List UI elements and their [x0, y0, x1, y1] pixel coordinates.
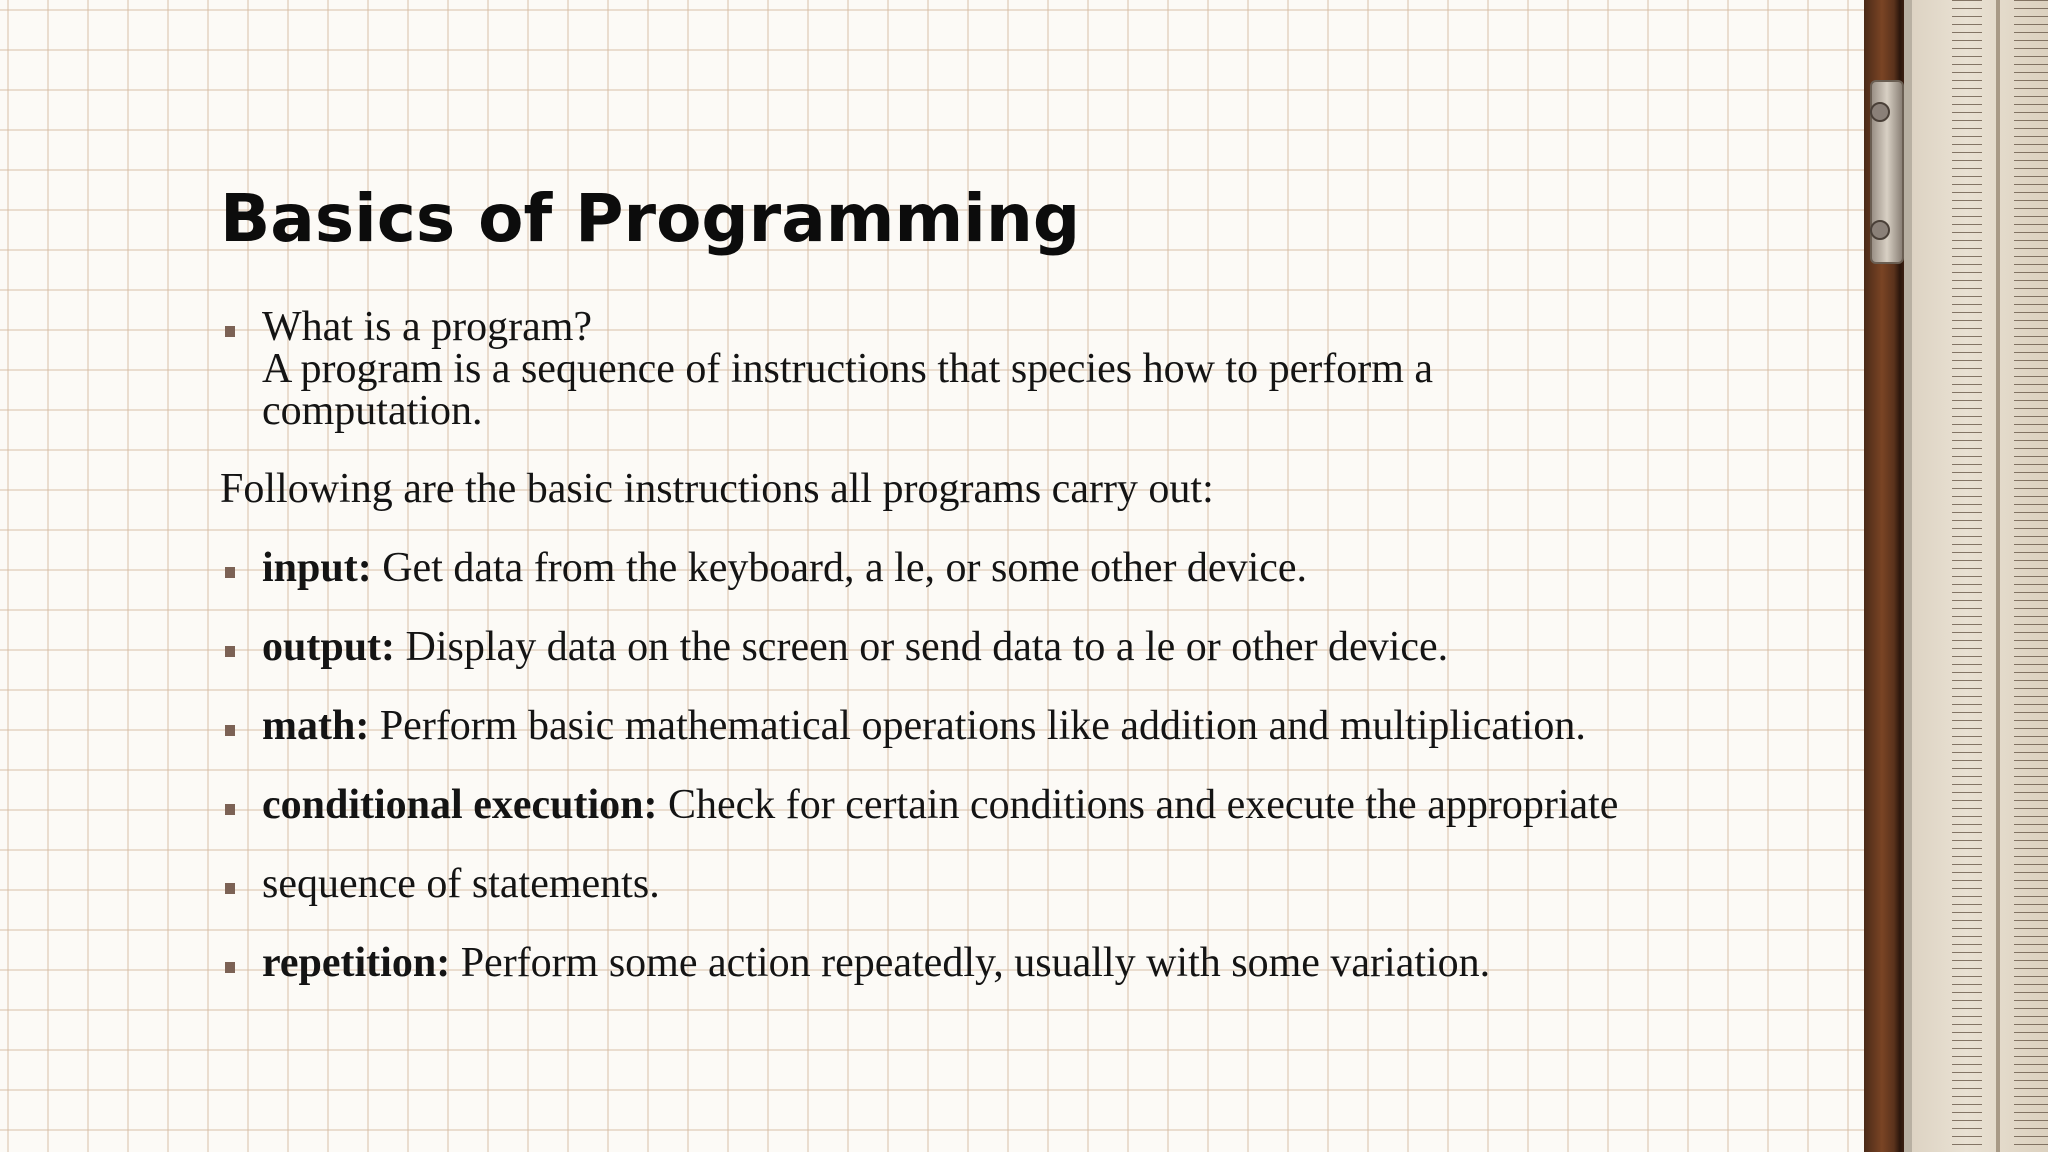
item-term: output: — [262, 624, 396, 670]
bullet-icon — [225, 326, 235, 337]
bullet-icon — [225, 725, 235, 736]
bullet-icon — [225, 646, 235, 657]
bullet-icon — [225, 883, 235, 894]
ruler-edge — [1904, 0, 1912, 1152]
item-term: repetition: — [262, 940, 451, 986]
intro-text: Following are the basic instructions all programs carry out: — [220, 466, 1214, 512]
item-text: Perform basic mathematical operations like addition and multiplication. — [369, 703, 1586, 749]
answer-line-2: computation. — [262, 388, 483, 434]
list-item-repetition — [220, 942, 1780, 984]
item-text: Perform some action repeatedly, usually with some variation. — [450, 940, 1491, 986]
slide-title: Basics of Programming — [220, 180, 1081, 257]
bullet-icon — [225, 567, 235, 578]
item-term: conditional execution: — [262, 782, 658, 828]
list-item-math — [220, 705, 1780, 747]
bullet-icon — [225, 962, 235, 973]
list-item-input — [220, 547, 1780, 589]
item-text: Get data from the keyboard, a le, or some other device. — [371, 545, 1308, 591]
ruler-ticks — [1952, 0, 1982, 1152]
screw-icon — [1870, 220, 1890, 240]
item-text: sequence of statements. — [262, 861, 660, 907]
list-item-conditional — [220, 784, 1780, 826]
question-text: What is a program? — [262, 304, 593, 350]
answer-line-1: A program is a sequence of instructions that species how to perform a — [262, 346, 1434, 392]
ruler-groove — [1996, 0, 2000, 1152]
item-term: input: — [262, 545, 372, 591]
screw-icon — [1870, 102, 1890, 122]
list-item-output — [220, 626, 1780, 668]
slide-content — [220, 300, 1780, 984]
bullet-icon — [225, 804, 235, 815]
item-text: Display data on the screen or send data to a le or other device. — [395, 624, 1449, 670]
item-text: Check for certain conditions and execute the appropriate — [657, 782, 1619, 828]
item-term: math: — [262, 703, 370, 749]
list-item-sequence — [220, 863, 1780, 905]
question-item — [220, 306, 1780, 432]
ruler-decoration — [1864, 0, 2048, 1152]
ruler-ticks — [2014, 0, 2048, 1152]
